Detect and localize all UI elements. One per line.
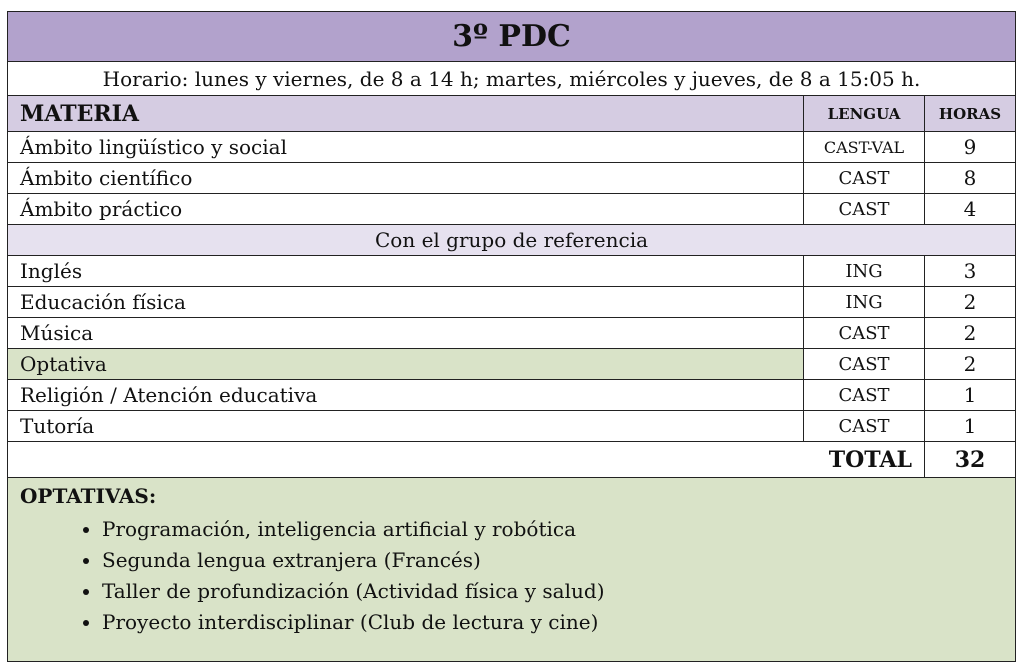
language-cell: ING: [804, 256, 925, 287]
table-row: [8, 318, 1016, 349]
table-row: [8, 349, 1016, 380]
schedule-table: [7, 11, 1016, 662]
table-row: [8, 287, 1016, 318]
subject-cell: Religión / Atención educativa: [8, 380, 804, 411]
optativas-box: [8, 478, 1016, 662]
optativas-title: OPTATIVAS:: [20, 484, 157, 508]
list-item: • Taller de profundización (Actividad física y salud): [102, 576, 1015, 607]
language-cell: CAST: [804, 411, 925, 442]
hours-cell: 1: [925, 411, 1016, 442]
header-lengua: LENGUA: [804, 96, 925, 132]
table-row: [8, 194, 1016, 225]
subject-cell: Ámbito práctico: [8, 194, 804, 225]
list-item: • Proyecto interdisciplinar (Club de lectura y cine): [102, 607, 1015, 638]
subject-cell-optativa: Optativa: [8, 349, 804, 380]
optativas-list: [20, 514, 1015, 638]
schedule-text: Horario: lunes y viernes, de 8 a 14 h; martes, miércoles y jueves, de 8 a 15:05 h.: [8, 62, 1016, 96]
hours-cell: 2: [925, 318, 1016, 349]
subject-cell: Educación física: [8, 287, 804, 318]
table-row: [8, 256, 1016, 287]
hours-cell: 2: [925, 287, 1016, 318]
hours-cell: 3: [925, 256, 1016, 287]
hours-cell: 9: [925, 132, 1016, 163]
table-row: [8, 380, 1016, 411]
group-label: Con el grupo de referencia: [8, 225, 1016, 256]
list-item: • Programación, inteligencia artificial y robótica: [102, 514, 1015, 545]
language-cell: CAST: [804, 163, 925, 194]
table-row: [8, 132, 1016, 163]
header-materia: MATERIA: [8, 96, 804, 132]
subject-cell: Tutoría: [8, 411, 804, 442]
total-value: 32: [925, 442, 1016, 478]
page-title: 3º PDC: [8, 12, 1016, 62]
hours-cell: 4: [925, 194, 1016, 225]
language-cell: CAST: [804, 349, 925, 380]
subject-cell: Ámbito científico: [8, 163, 804, 194]
language-cell: CAST: [804, 318, 925, 349]
subject-cell: Inglés: [8, 256, 804, 287]
hours-cell: 2: [925, 349, 1016, 380]
subject-cell: Ámbito lingüístico y social: [8, 132, 804, 163]
table-row: [8, 411, 1016, 442]
language-cell: CAST: [804, 380, 925, 411]
total-label: TOTAL: [8, 442, 925, 478]
language-cell: ING: [804, 287, 925, 318]
language-cell: CAST-VAL: [804, 132, 925, 163]
hours-cell: 1: [925, 380, 1016, 411]
header-horas: HORAS: [925, 96, 1016, 132]
list-item: • Segunda lengua extranjera (Francés): [102, 545, 1015, 576]
hours-cell: 8: [925, 163, 1016, 194]
language-cell: CAST: [804, 194, 925, 225]
subject-cell: Música: [8, 318, 804, 349]
table-row: [8, 163, 1016, 194]
